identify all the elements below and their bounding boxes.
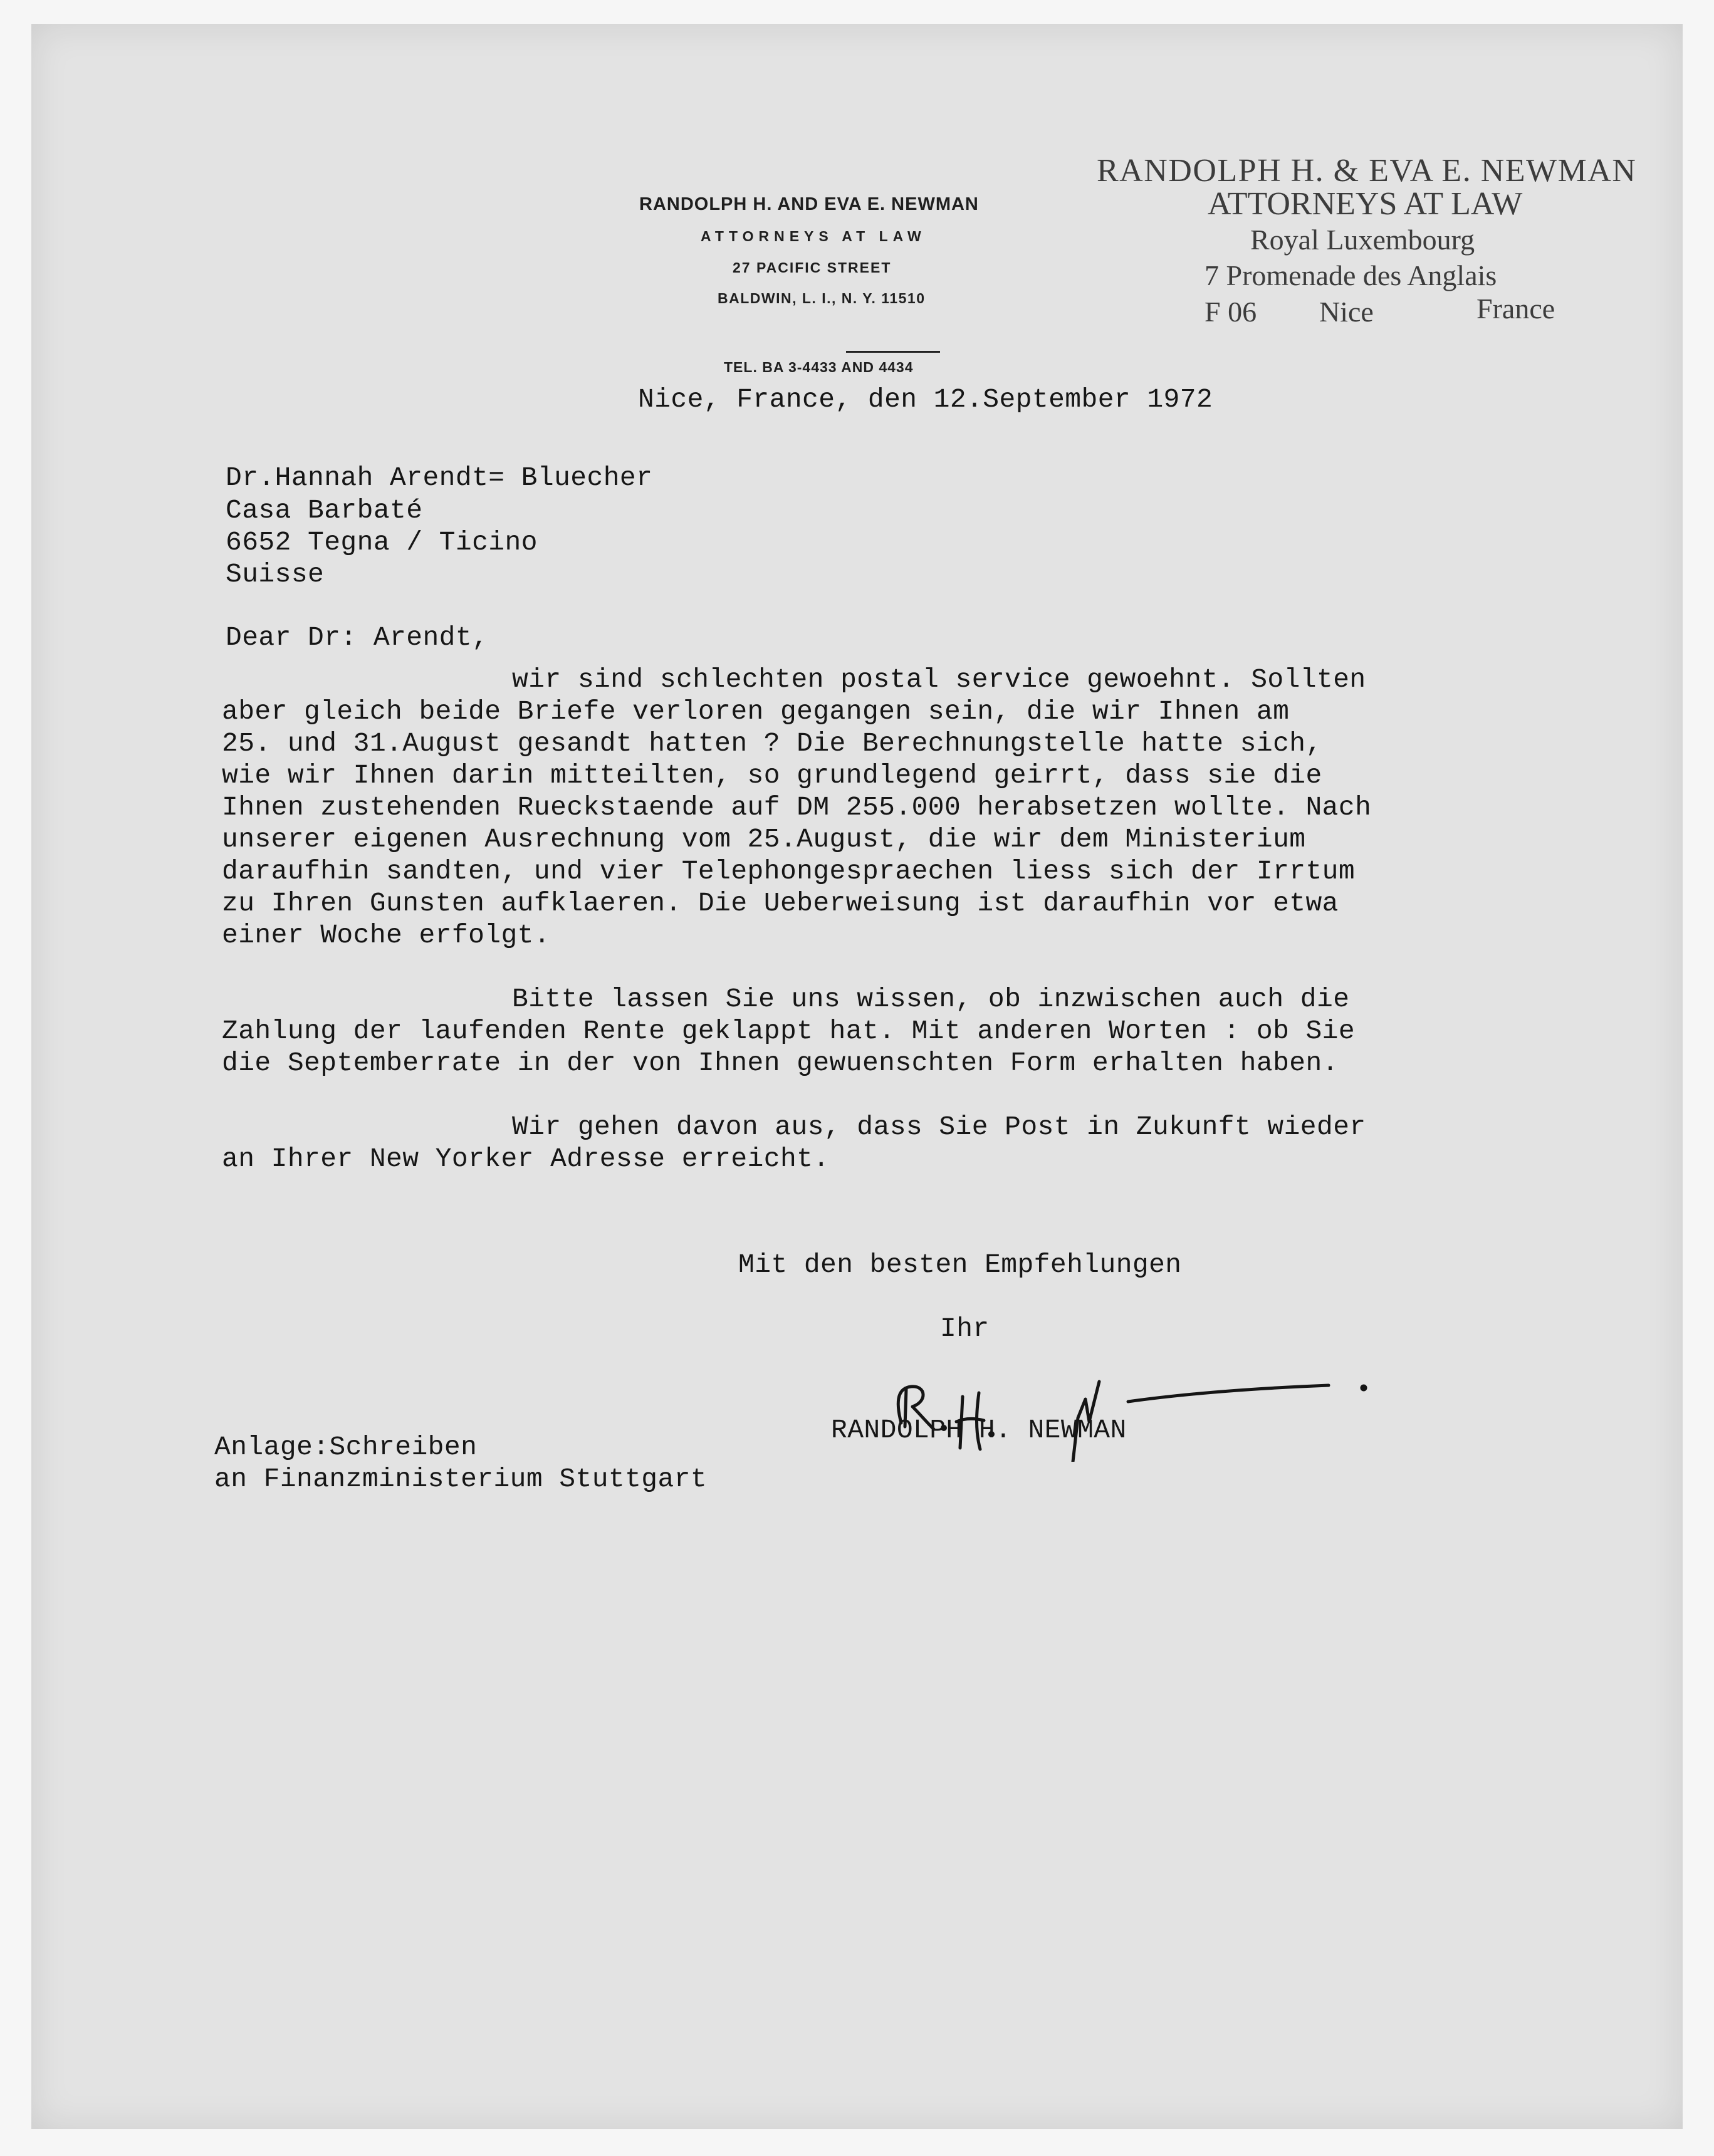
recipient-country: Suisse <box>226 559 325 590</box>
signer-name: RANDOLPH H. NEWMAN <box>831 1415 1127 1445</box>
stamp-profession: ATTORNEYS AT LAW <box>1208 186 1523 222</box>
stamp-hotel: Royal Luxembourg <box>1250 224 1475 256</box>
stamp-street: 7 Promenade des Anglais <box>1205 259 1497 291</box>
paragraph-line: an Ihrer New Yorker Adresse erreicht. <box>222 1143 830 1174</box>
recipient-town: 6652 Tegna / Ticino <box>226 527 538 558</box>
letterhead-street: 27 PACIFIC STREET <box>733 259 892 276</box>
paragraph-line: wie wir Ihnen darin mitteilten, so grundlegend geirrt, dass sie die <box>222 760 1322 791</box>
closing-phrase: Mit den besten Empfehlungen <box>738 1249 1182 1280</box>
paragraph-line: aber gleich beide Briefe verloren gegangen sein, die wir Ihnen am <box>222 696 1290 727</box>
letter-sheet <box>31 24 1683 2129</box>
recipient-name: Dr.Hannah Arendt= Bluecher <box>226 462 653 493</box>
stamp-country: France <box>1476 293 1555 325</box>
letterhead-firm: RANDOLPH H. AND EVA E. NEWMAN <box>639 194 979 214</box>
enclosure-line: an Finanzministerium Stuttgart <box>214 1464 708 1494</box>
paragraph-line: Ihnen zustehenden Rueckstaende auf DM 255.000 herabsetzen wollte. Nach <box>222 792 1372 823</box>
paragraph-line: wir sind schlechten postal service gewoehnt. Sollten <box>512 664 1366 695</box>
stamp-firm: RANDOLPH H. & EVA E. NEWMAN <box>1097 153 1637 189</box>
date-line: Nice, France, den 12.September 1972 <box>638 384 1213 415</box>
paragraph-line: Bitte lassen Sie uns wissen, ob inzwischen auch die <box>512 984 1350 1014</box>
paragraph-line: einer Woche erfolgt. <box>222 920 551 950</box>
recipient-house: Casa Barbaté <box>226 495 423 526</box>
paragraph-line: Zahlung der laufenden Rente geklappt hat. Mit anderen Worten : ob Sie <box>222 1016 1356 1046</box>
stamp-postcode: F 06 <box>1205 296 1257 328</box>
paragraph-line: zu Ihren Gunsten aufklaeren. Die Ueberweisung ist daraufhin vor etwa <box>222 888 1339 919</box>
paragraph-line: die Septemberrate in der von Ihnen gewuenschten Form erhalten haben. <box>222 1048 1339 1078</box>
salutation: Dear Dr: Arendt, <box>226 622 489 653</box>
letterhead-city: BALDWIN, L. I., N. Y. 11510 <box>718 290 926 306</box>
paragraph-line: Wir gehen davon aus, dass Sie Post in Zukunft wieder <box>512 1112 1366 1142</box>
paragraph-line: unserer eigenen Ausrechnung vom 25.August, die wir dem Ministerium <box>222 824 1306 855</box>
closing-word: Ihr <box>940 1313 990 1344</box>
paragraph-line: daraufhin sandten, und vier Telephongespraechen liess sich der Irrtum <box>222 856 1356 887</box>
paragraph-line: 25. und 31.August gesandt hatten ? Die Berechnungstelle hatte sich, <box>222 728 1322 759</box>
letterhead-profession: ATTORNEYS AT LAW <box>701 228 926 244</box>
letterhead-phone: TEL. BA 3-4433 AND 4434 <box>724 359 914 375</box>
enclosure-line: Anlage:Schreiben <box>214 1432 478 1462</box>
stamp-city: Nice <box>1319 296 1374 328</box>
letterhead-divider <box>846 351 940 353</box>
